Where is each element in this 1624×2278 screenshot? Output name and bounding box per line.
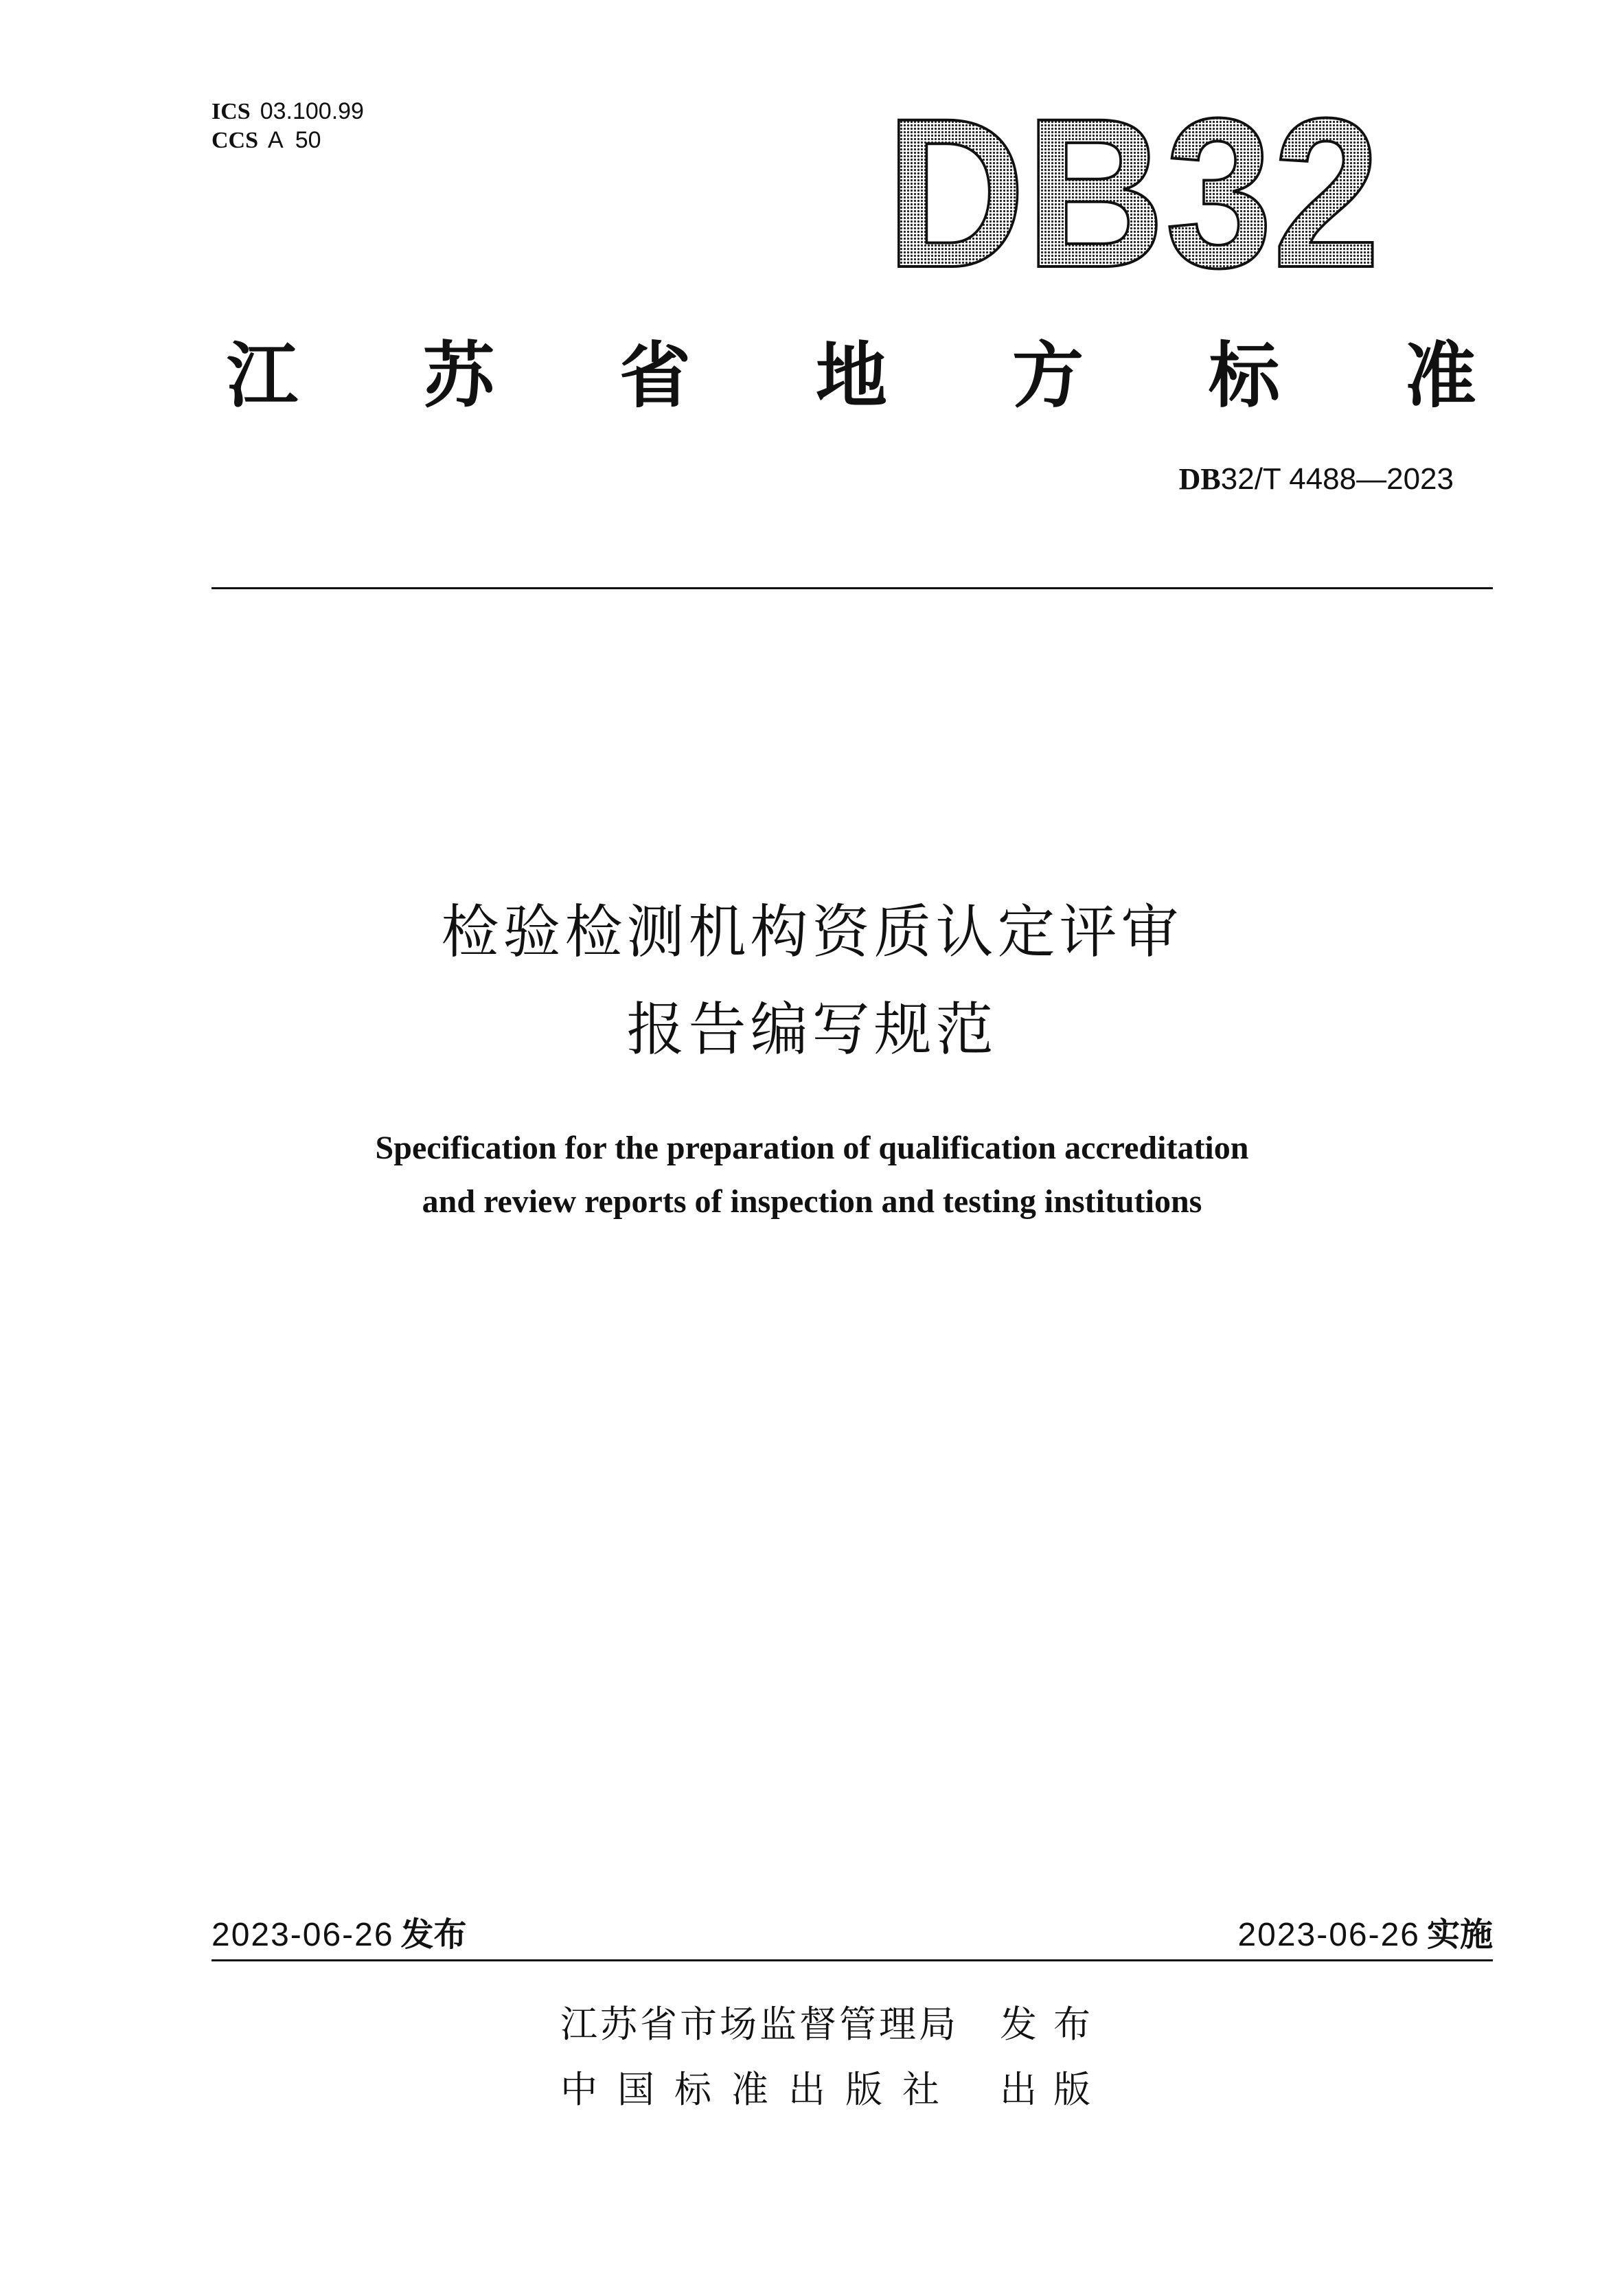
db32-mark bbox=[872, 89, 1394, 295]
top-divider bbox=[211, 587, 1493, 589]
standard-type-char: 标 bbox=[1208, 333, 1280, 418]
publisher-name: 中国标准出版社 bbox=[560, 2068, 959, 2111]
issue-date bbox=[211, 1908, 467, 1955]
standard-type-char: 省 bbox=[619, 333, 691, 418]
title-cn-line-2: 报告编写规范 bbox=[626, 996, 998, 1063]
title-en-line-1: Specification for the preparation of qualification accreditation bbox=[375, 1130, 1249, 1166]
db32-mark-text: DB32 bbox=[886, 89, 1380, 295]
standard-type-char: 江 bbox=[227, 333, 299, 418]
bottom-divider bbox=[211, 1959, 1493, 1961]
ics-code bbox=[211, 98, 364, 126]
implementation-date bbox=[1237, 1908, 1493, 1955]
ccs-code bbox=[211, 126, 321, 155]
standard-type-heading bbox=[227, 321, 1476, 418]
implementation-date-value: 2023-06-26 bbox=[1237, 1917, 1420, 1953]
standard-number-rest: 32/T 4488—2023 bbox=[1220, 462, 1454, 496]
standard-number bbox=[1179, 462, 1454, 497]
title-en-line-2: and review reports of inspection and testing institutions bbox=[422, 1183, 1202, 1220]
ics-value: 03.100.99 bbox=[260, 98, 364, 124]
standard-type-char: 方 bbox=[1011, 333, 1084, 418]
ccs-value: A 50 bbox=[268, 127, 321, 153]
issue-date-value: 2023-06-26 bbox=[211, 1917, 394, 1953]
publisher-row bbox=[560, 1995, 1178, 2048]
standard-type-char: 苏 bbox=[422, 333, 494, 418]
issue-date-label: 发布 bbox=[400, 1915, 467, 1954]
implementation-date-label: 实施 bbox=[1426, 1915, 1493, 1954]
standard-type-char: 准 bbox=[1404, 333, 1476, 418]
standard-type-char: 地 bbox=[815, 333, 887, 418]
publisher-role: 发布 bbox=[1000, 2003, 1107, 2046]
publisher-name: 江苏省市场监督管理局 bbox=[560, 2003, 959, 2046]
publisher-role: 出版 bbox=[1000, 2068, 1107, 2111]
ics-label: ICS bbox=[211, 99, 251, 124]
publisher-row bbox=[560, 2060, 1178, 2113]
standard-number-prefix: DB bbox=[1178, 462, 1221, 496]
title-cn-line-1: 检验检测机构资质认定评审 bbox=[441, 898, 1183, 966]
ccs-label: CCS bbox=[211, 128, 259, 153]
